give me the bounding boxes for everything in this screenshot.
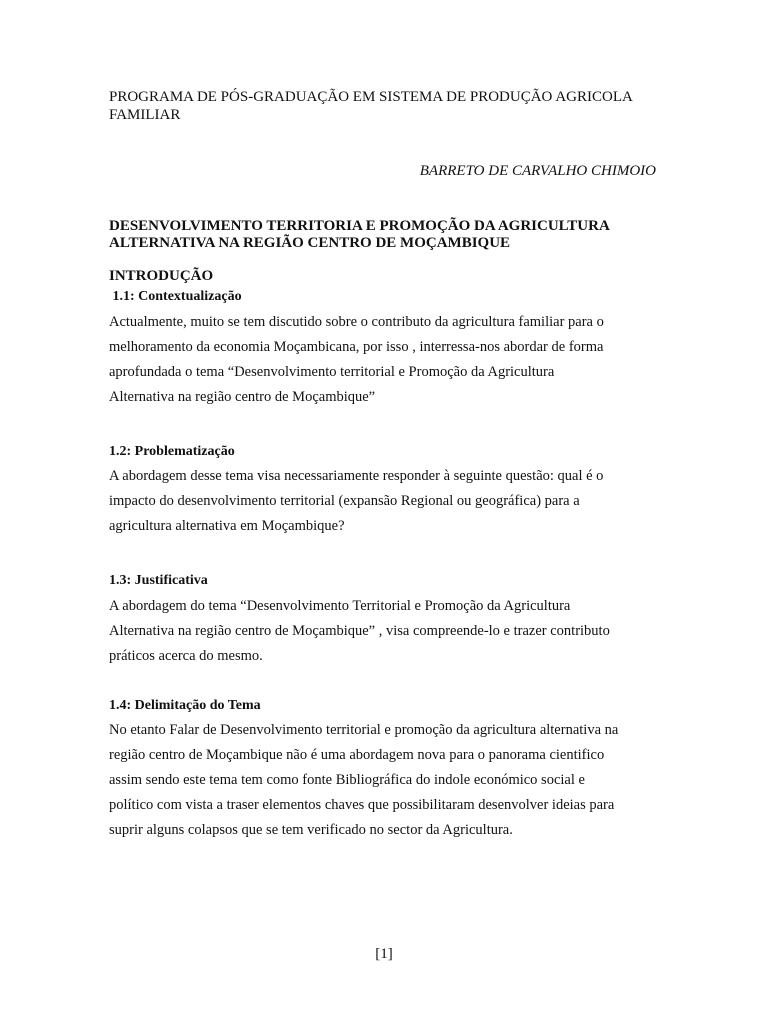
section-heading-justificativa: 1.3: Justificativa: [109, 573, 208, 588]
document-title-line: DESENVOLVIMENTO TERRITORIA E PROMOÇÃO DA AGRICULTURA: [109, 218, 610, 234]
paragraph-line: aprofundada o tema “Desenvolvimento territorial e Promoção da Agricultura: [109, 364, 555, 380]
paragraph-line: assim sendo este tema tem como fonte Bibliográfica do indole económico social e: [109, 772, 585, 788]
program-title: PROGRAMA DE PÓS-GRADUAÇÃO EM SISTEMA DE PRODUÇÃO AGRICOLA FAMILIAR: [109, 89, 632, 123]
document-title: [109, 218, 669, 252]
section-heading-delimitacao: 1.4: Delimitação do Tema: [109, 698, 261, 713]
paragraph-line: práticos acerca do mesmo.: [109, 648, 263, 664]
paragraph-line: Alternativa na região centro de Moçambique” , visa compreende-lo e trazer contributo: [109, 623, 610, 639]
section-heading-contextualizacao: 1.1: Contextualização: [109, 289, 242, 304]
section-heading-problematizacao: 1.2: Problematização: [109, 444, 235, 459]
document-title-line: ALTERNATIVA NA REGIÃO CENTRO DE MOÇAMBIQUE: [109, 235, 511, 251]
page-number: [1]: [375, 946, 393, 962]
paragraph-line: No etanto Falar de Desenvolvimento territorial e promoção da agricultura alternativa na: [109, 722, 619, 738]
paragraph-line: A abordagem desse tema visa necessariamente responder à seguinte questão: qual é o: [109, 468, 604, 484]
paragraph-line: impacto do desenvolvimento territorial (expansão Regional ou geográfica) para a: [109, 493, 580, 509]
paragraph-line: região centro de Moçambique não é uma abordagem nova para o panorama cientifico: [109, 747, 605, 763]
paragraph-line: Alternativa na região centro de Moçambique”: [109, 389, 376, 405]
paragraph-line: Actualmente, muito se tem discutido sobre o contributo da agricultura familiar para o: [109, 314, 604, 330]
paragraph-line: melhoramento da economia Moçambicana, por isso , interressa-nos abordar de forma: [109, 339, 604, 355]
paragraph-line: agricultura alternativa em Moçambique?: [109, 518, 345, 534]
section-paragraph-contextualizacao: [109, 310, 669, 410]
introduction-heading: INTRODUÇÃO: [109, 268, 214, 284]
paragraph-line: A abordagem do tema “Desenvolvimento Territorial e Promoção da Agricultura: [109, 598, 571, 614]
section-paragraph-problematizacao: [109, 464, 669, 539]
section-paragraph-justificativa: [109, 594, 669, 669]
paragraph-line: suprir alguns colapsos que se tem verificado no sector da Agricultura.: [109, 822, 513, 838]
paragraph-line: político com vista a traser elementos chaves que possibilitaram desenvolver ideias para: [109, 797, 615, 813]
section-paragraph-delimitacao: [109, 718, 669, 843]
author-name: BARRETO DE CARVALHO CHIMOIO: [419, 163, 656, 179]
